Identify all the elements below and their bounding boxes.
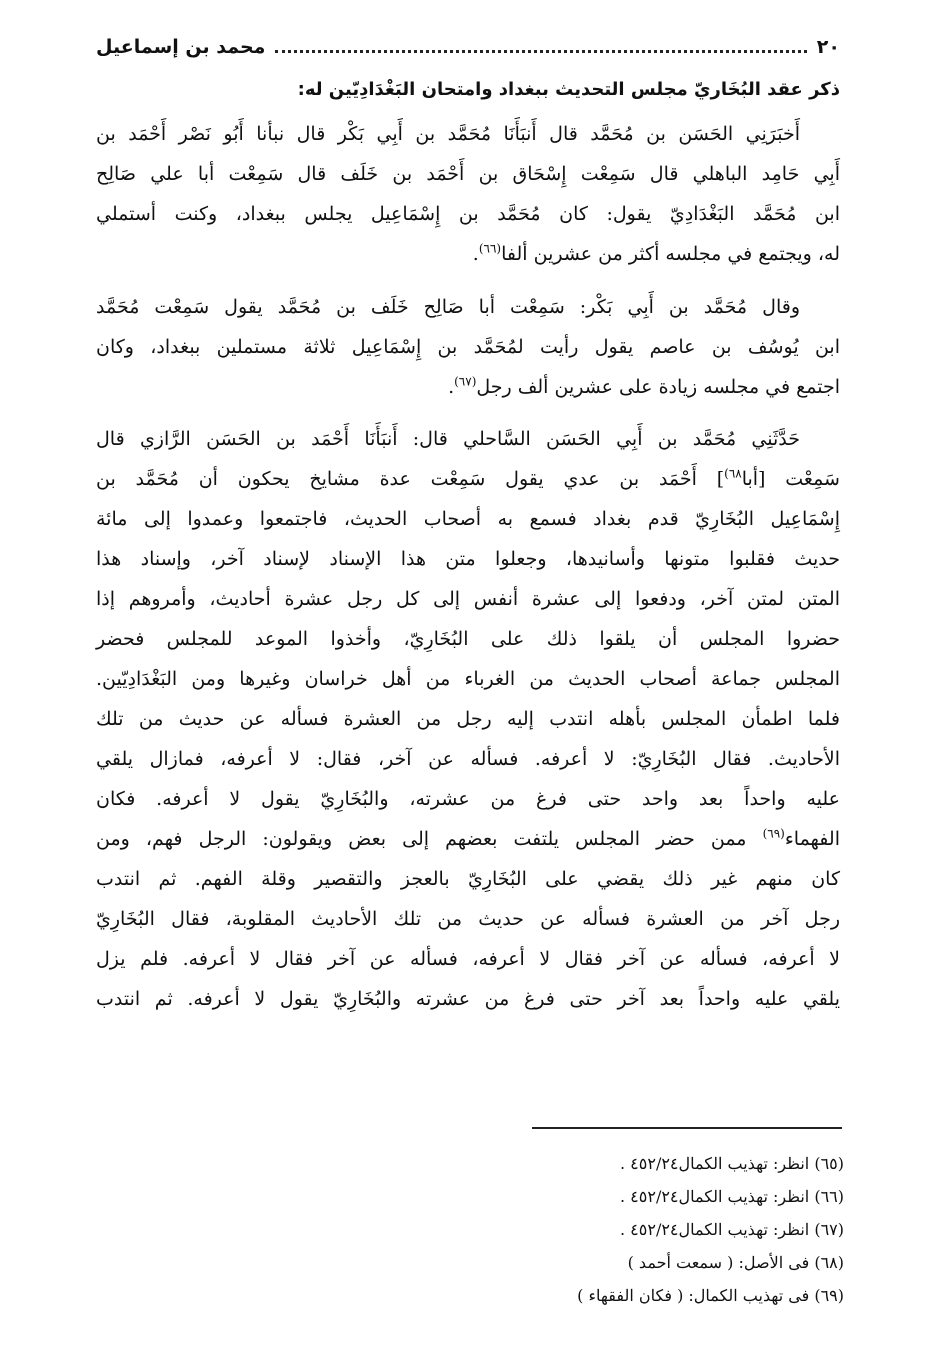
text-line: حَدَّثَنِي مُحَمَّد بن أَبِي الحَسَن السَّاحلي قال: أَنبَأَنَا أَحْمَد بن الحَسَن الرَّازي قال xyxy=(96,428,800,450)
footnote-ref: ٦٨) xyxy=(724,466,742,481)
text-line: لا أعرفه، فسأله عن آخر فقال لا أعرفه، فسأله عن آخر فقال لا أعرفه. فلم يزل xyxy=(96,948,840,970)
text-line: أَبِي حَامِد الباهلي قال سَمِعْت إِسْحَاق بن أَحْمَد بن خَلَف قال سَمِعْت أبا علي صَالِح xyxy=(96,163,840,185)
text-line: الأحاديث. فقال البُخَارِيّ: لا أعرفه. فسأله عن آخر، فقال: لا أعرفه، فمازال يلقي xyxy=(96,748,840,770)
text-line: ابن يُوسُف بن عاصم يقول رأيت لمُحَمَّد بن إِسْمَاعِيل ثلاثة مستملين ببغداد، وكان xyxy=(96,336,840,358)
text-line: فلما اطمأن المجلس بأهله انتدب إليه رجل من العشرة فسأله عن حديث من تلك xyxy=(96,708,840,730)
footnote-ref: (٦٦) xyxy=(478,241,502,256)
text-line: إِسْمَاعِيل البُخَارِيّ قدم بغداد فسمع به أصحاب الحديث، فاجتمعوا وعمدوا إلى مائة xyxy=(96,508,840,530)
text-line: حضروا المجلس أن يلقوا ذلك على البُخَارِيّ، وأخذوا الموعد للمجلس فحضر xyxy=(96,628,840,650)
text-line xyxy=(96,819,840,859)
text-line: كان منهم غير ذلك يقضي على البُخَارِيّ بالعجز والتقصير وقلة الفهم. ثم انتدب xyxy=(96,868,840,890)
page-number: ٢٠ xyxy=(816,36,840,58)
text-segment: الفهماء xyxy=(784,828,840,850)
text-segment: له، ويجتمع في مجلسه أكثر من عشرين ألفا xyxy=(501,243,840,265)
footnote: (٦٥) انظر: تهذيب الكمال٤٥٢/٢٤ . xyxy=(619,1154,844,1173)
footnote: (٦٧) انظر: تهذيب الكمال٤٥٢/٢٤ . xyxy=(619,1220,844,1239)
text-line: أَخبَرَنِي الحَسَن بن مُحَمَّد قال أَنبَأَنَا مُحَمَّد بن أَبِي بَكْر قال نبأنا أَبُو نَصْر أَحْمَد بن xyxy=(96,123,800,145)
footnote: (٦٨) فى الأصل: ( سمعت أحمد ) xyxy=(627,1253,844,1272)
text-segment: . xyxy=(448,376,455,398)
text-line: رجل آخر من العشرة فسأله عن حديث من تلك الأحاديث المقلوبة، فقال البُخَارِيّ xyxy=(96,908,840,930)
text-segment: اجتمع في مجلسه زيادة على عشرين ألف رجل xyxy=(476,376,840,398)
text-segment: ] أَحْمَد بن عدي يقول سَمِعْت عدة مشايخ يحكون أن مُحَمَّد بن xyxy=(96,468,725,490)
page-header xyxy=(96,30,840,64)
footnote: (٦٩) فى تهذيب الكمال: ( فكان الفقهاء ) xyxy=(577,1286,844,1305)
text-line xyxy=(96,234,840,274)
text-line: وقال مُحَمَّد بن أَبِي بَكْر: سَمِعْت أبا صَالِح خَلَف بن مُحَمَّد يقول سَمِعْت مُحَمَّد xyxy=(96,296,800,318)
text-line: عليه واحداً بعد واحد حتى فرغ من عشرته، والبُخَارِيّ يقول لا أعرفه. فكان xyxy=(96,788,840,810)
text-line xyxy=(96,367,840,407)
footnote-ref: (٦٩) xyxy=(762,826,785,841)
footnote: (٦٦) انظر: تهذيب الكمال٤٥٢/٢٤ . xyxy=(619,1187,844,1206)
text-segment: ممن حضر المجلس يلتفت بعضهم إلى بعض ويقولون: الرجل فهم، ومن xyxy=(96,828,763,850)
section-heading: ذكر عقد البُخَاريّ مجلس التحديث ببغداد وامتحان البَغْدَادِيّين له: xyxy=(297,79,840,100)
text-line xyxy=(96,459,840,499)
text-line: حديث فقلبوا متونها وأسانيدها، وجعلوا متن هذا الإسناد لإسناد آخر، وإسناد هذا xyxy=(96,548,840,570)
text-segment: . xyxy=(472,243,479,265)
running-title: محمد بن إسماعيل xyxy=(96,36,266,58)
footnote-divider xyxy=(532,1127,842,1129)
text-line: ابن مُحَمَّد البَغْدَادِيّ يقول: كان مُحَمَّد بن إِسْمَاعِيل يجلس ببغداد، وكنت أستملي xyxy=(96,203,840,225)
text-line: يلقي عليه واحداً بعد آخر حتى فرغ من عشرته والبُخَارِيّ يقول لا أعرفه. ثم انتدب xyxy=(96,988,840,1010)
text-line: المتن لمتن آخر، ودفعوا إلى عشرة أنفس إلى كل رجل عشرة أحاديث، وأمروهم إذا xyxy=(96,588,840,610)
header-dot-leader xyxy=(275,50,806,53)
footnote-ref: (٦٧) xyxy=(454,374,477,389)
text-segment: سَمِعْت [أبا xyxy=(741,468,840,490)
text-line: المجلس جماعة أصحاب الحديث من الغرباء من أهل خراسان وغيرها ومن البَغْدَادِيّين. xyxy=(96,668,840,690)
